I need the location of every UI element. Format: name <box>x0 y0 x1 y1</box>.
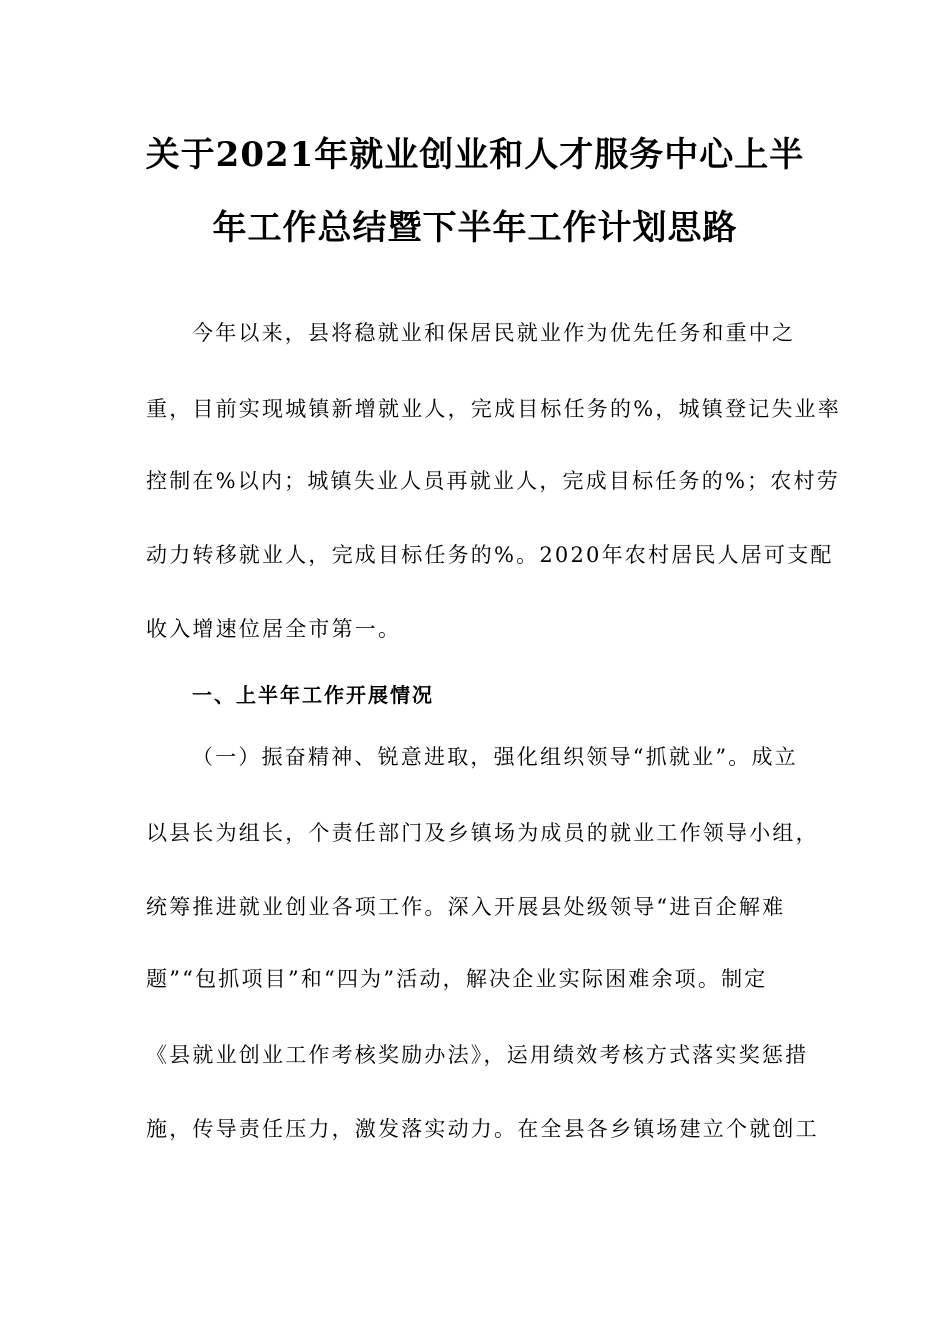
intro-paragraph-line-4: 动力转移就业人，完成目标任务的%。2020年农村居民人居可支配 <box>146 543 834 567</box>
section-paragraph-line-5: 《县就业创业工作考核奖励办法》，运用绩效考核方式落实奖惩措 <box>146 1043 809 1067</box>
intro-paragraph-line-1: 今年以来，县将稳就业和保居民就业作为优先任务和重中之 <box>192 321 796 345</box>
section-paragraph-line-6: 施，传导责任压力，激发落实动力。在全县各乡镇场建立个就创工 <box>146 1117 819 1141</box>
section-paragraph-line-2: 以县长为组长，个责任部门及乡镇场为成员的就业工作领导小组， <box>146 821 819 845</box>
document-title-line-1: 关于2021年就业创业和人才服务中心上半 <box>145 135 805 175</box>
intro-paragraph-line-5: 收入增速位居全市第一。 <box>146 617 402 641</box>
section-heading: 一、上半年工作开展情况 <box>192 683 434 707</box>
section-paragraph-line-1: （一）振奋精神、锐意进取，强化组织领导“抓就业”。成立 <box>192 745 798 769</box>
section-paragraph-line-3: 统筹推进就业创业各项工作。深入开展县处级领导“进百企解难 <box>146 895 786 919</box>
intro-paragraph-line-3: 控制在%以内；城镇失业人员再就业人，完成目标任务的%；农村劳 <box>146 469 840 493</box>
section-paragraph-line-4: 题”“包抓项目”和“四为”活动，解决企业实际困难余项。制定 <box>146 967 768 991</box>
intro-paragraph-line-2: 重，目前实现城镇新增就业人，完成目标任务的%，城镇登记失业率 <box>146 397 841 421</box>
document-title-line-2: 年工作总结暨下半年工作计划思路 <box>212 208 738 248</box>
